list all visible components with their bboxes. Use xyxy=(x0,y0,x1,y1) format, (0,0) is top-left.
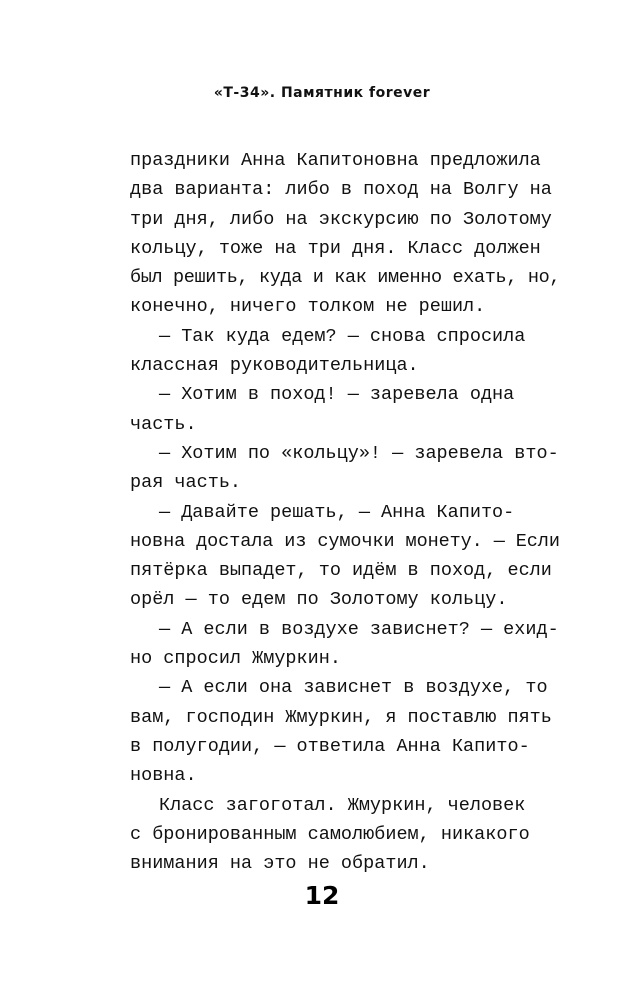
text-line: рая часть. xyxy=(130,472,242,494)
text-line: два варианта: либо в поход на Волгу на xyxy=(130,179,552,201)
text-line: Класс загоготал. Жмуркин, человек xyxy=(159,794,526,816)
page-number: 12 xyxy=(304,881,340,910)
text-line: но спросил Жмуркин. xyxy=(130,648,341,670)
text-line: классная руководительница. xyxy=(130,355,419,377)
text-line: был решить, куда и как именно ехать, но, xyxy=(130,267,561,289)
text-line: новна. xyxy=(130,765,197,787)
text-line: в полугодии, — ответила Анна Капито- xyxy=(130,735,530,757)
text-line: кольцу, тоже на три дня. Класс должен xyxy=(130,237,541,259)
text-line: пятёрка выпадет, то идём в поход, если xyxy=(130,560,552,582)
text-line: — Хотим в поход! — заревела одна xyxy=(159,384,515,406)
text-line: — А если в воздухе зависнет? — ехид- xyxy=(159,618,559,640)
text-line: — Так куда едем? — снова спросила xyxy=(159,325,526,347)
text-line: вам, господин Жмуркин, я поставлю пять xyxy=(130,706,552,728)
text-line: внимания на это не обратил. xyxy=(130,853,430,875)
text-line: — Хотим по «кольцу»! — заревела вто- xyxy=(159,442,559,464)
running-header: «Т-34». Памятник forever xyxy=(213,85,431,101)
text-line: — Давайте решать, — Анна Капито- xyxy=(159,501,515,523)
text-line: с бронированным самолюбием, никакого xyxy=(130,823,530,845)
text-line: часть. xyxy=(130,413,197,435)
text-line: конечно, ничего толком не решил. xyxy=(130,296,486,318)
text-line: — А если она зависнет в воздухе, то xyxy=(159,677,548,699)
body-text xyxy=(130,146,560,878)
text-line: праздники Анна Капитоновна предложила xyxy=(130,150,541,171)
text-line: три дня, либо на экскурсию по Золотому xyxy=(130,208,552,230)
text-line: новна достала из сумочки монету. — Если xyxy=(130,530,560,552)
text-line: орёл — то едем по Золотому кольцу. xyxy=(130,589,508,611)
